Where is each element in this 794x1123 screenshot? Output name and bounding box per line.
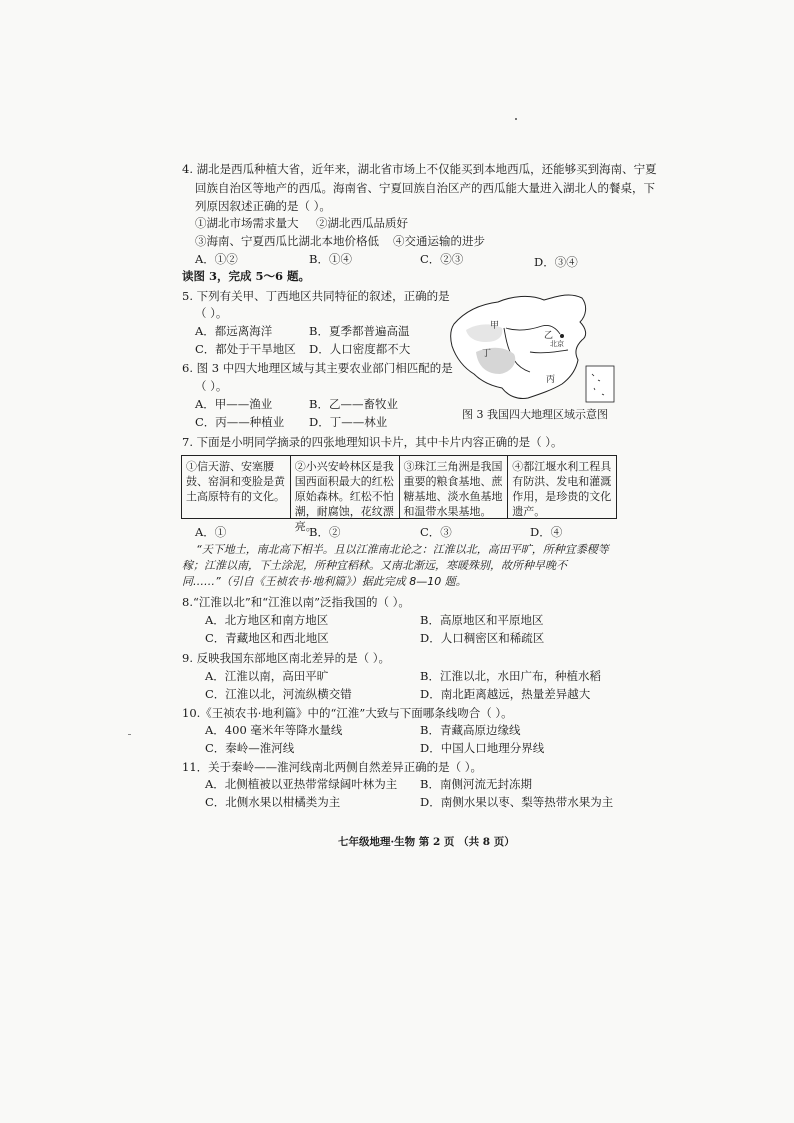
q4-statement-4: ④交通运输的进步 <box>393 234 485 248</box>
q6-option-d: D．丁——林业 <box>309 415 388 429</box>
q9-option-a: A．江淮以南，高田平旷 <box>205 669 329 683</box>
q9-option-d: D．南北距离越远，热量差异越大 <box>420 687 591 701</box>
q4-stem-line3: 列原因叙述正确的是（ ）。 <box>195 199 331 213</box>
q6-stem-line2: （ ）。 <box>195 379 228 393</box>
q4-option-c: C．②③ <box>420 252 464 266</box>
q10-option-a: A．400 毫米年等降水量线 <box>205 723 343 737</box>
q10-option-b: B．青藏高原边缘线 <box>420 723 521 737</box>
q7-option-d: D．④ <box>530 525 563 539</box>
q11-stem-line1: 11．关于秦岭——淮河线南北两侧自然差异正确的是（ ）。 <box>182 760 483 774</box>
q8-option-b: B．高原地区和平原地区 <box>420 613 544 627</box>
q6-option-a: A．甲——渔业 <box>195 397 273 411</box>
q5-stem-line1: 5. 下列有关甲、丁西地区共同特征的叙述，正确的是 <box>182 289 450 303</box>
q4-option-d: D．③④ <box>534 255 578 269</box>
q6-option-b: B．乙——畜牧业 <box>309 397 398 411</box>
quote-passage: “天下地土，南北高下相半。且以江淮南北论之：江淮以北，高田平旷，所种宜黍稷等稼；江淮以南，下土涂泥，所种宜稻秫。又南北渐远，寒暖殊别，故所种早晚不同……”（引自《王祯农书·地利篇》）据此完成 8—10 题。 <box>182 543 609 588</box>
intro-5-6: 读图 3，完成 5～6 题。 <box>182 269 311 283</box>
q10-option-c: C．秦岭—淮河线 <box>205 741 295 755</box>
q6-stem-line1: 6. 图 3 中四大地理区域与其主要农业部门相匹配的是 <box>182 361 453 375</box>
q6-option-c: C．丙——种植业 <box>195 415 285 429</box>
q8-option-a: A．北方地区和南方地区 <box>205 613 329 627</box>
figure-3-caption: 图 3 我国四大地理区域示意图 <box>462 408 608 421</box>
card-1: ①信天游、安塞腰鼓、窑洞和变脸是黄土高原特有的文化。 <box>182 456 291 518</box>
q11-option-b: B．南侧河流无封冻期 <box>420 777 532 791</box>
map-label-bing: 丙 <box>546 375 556 385</box>
q5-option-a: A．都远离海洋 <box>195 324 273 338</box>
map-label-ding: 丁 <box>482 349 492 359</box>
q11-option-c: C．北侧水果以柑橘类为主 <box>205 795 341 809</box>
q11-option-a: A．北侧植被以亚热带常绿阔叶林为主 <box>205 777 398 791</box>
q8-option-c: C．青藏地区和西北地区 <box>205 631 329 645</box>
q4-option-a: A．①② <box>195 252 238 266</box>
q8-stem-line1: 8.“江淮以北”和“江淮以南”泛指我国的（ ）。 <box>182 595 410 609</box>
q4-statement-2: ②湖北西瓜品质好 <box>316 216 408 230</box>
q7-stem-line1: 7. 下面是小明同学摘录的四张地理知识卡片，其中卡片内容正确的是（ ）。 <box>182 435 563 449</box>
card-4: ④都江堰水利工程具有防洪、发电和灌溉作用，是珍贵的文化遗产。 <box>512 460 612 518</box>
card-3: ③珠江三角洲是我国重要的粮食基地、蔗糖基地、淡水鱼基地和温带水果基地。 <box>400 456 509 518</box>
page-footer: 七年级地理·生物 第 2 页 （共 8 页） <box>338 836 515 848</box>
q7-option-b: B．② <box>309 525 341 539</box>
q9-option-c: C．江淮以北，河流纵横交错 <box>205 687 352 701</box>
card-2: ②小兴安岭林区是我国西面积最大的红松原始森林。红松不怕潮，耐腐蚀，花纹漂亮。 <box>291 456 400 518</box>
scan-speck <box>515 118 517 120</box>
q5-option-c: C．都处于干旱地区 <box>195 342 296 356</box>
q9-option-b: B．江淮以北，水田广布，种植水稻 <box>420 669 601 683</box>
beijing-marker <box>560 334 564 338</box>
scan-speck <box>128 734 131 735</box>
q4-stem-line2: 回族自治区等地产的西瓜。海南省、宁夏回族自治区产的西瓜能大量进入湖北人的餐桌，下 <box>195 181 655 195</box>
q4-stem-line1: 4. 湖北是西瓜种植大省，近年来，湖北省市场上不仅能买到本地西瓜，还能够买到海南、宁夏 <box>182 162 657 176</box>
map-label-yi: 乙 <box>544 331 554 341</box>
q11-option-d: D．南侧水果以枣、梨等热带水果为主 <box>420 795 614 809</box>
q7-option-a: A．① <box>195 525 227 539</box>
map-label-jia: 甲 <box>490 321 500 331</box>
map-label-beijing: 北京 <box>550 340 564 348</box>
q4-statement-1: ①湖北市场需求量大 <box>195 216 299 230</box>
q4-statement-3: ③海南、宁夏西瓜比湖北本地价格低 <box>195 234 379 248</box>
q9-stem-line1: 9. 反映我国东部地区南北差异的是（ ）。 <box>182 651 391 665</box>
china-regions-map <box>446 290 618 406</box>
q5-stem-line2: （ ）。 <box>195 306 228 320</box>
q7-option-c: C．③ <box>420 525 452 539</box>
china-outline <box>451 295 586 399</box>
south-sea-inset <box>586 366 614 402</box>
q5-option-d: D．人口密度都不大 <box>309 342 411 356</box>
q5-option-b: B．夏季都普遍高温 <box>309 324 410 338</box>
q4-option-b: B．①④ <box>309 252 352 266</box>
q8-option-d: D．人口稠密区和稀疏区 <box>420 631 545 645</box>
q10-option-d: D．中国人口地理分界线 <box>420 741 545 755</box>
q10-stem-line1: 10.《王祯农书·地利篇》中的“江淮”大致与下面哪条线吻合（ ）。 <box>182 706 513 720</box>
